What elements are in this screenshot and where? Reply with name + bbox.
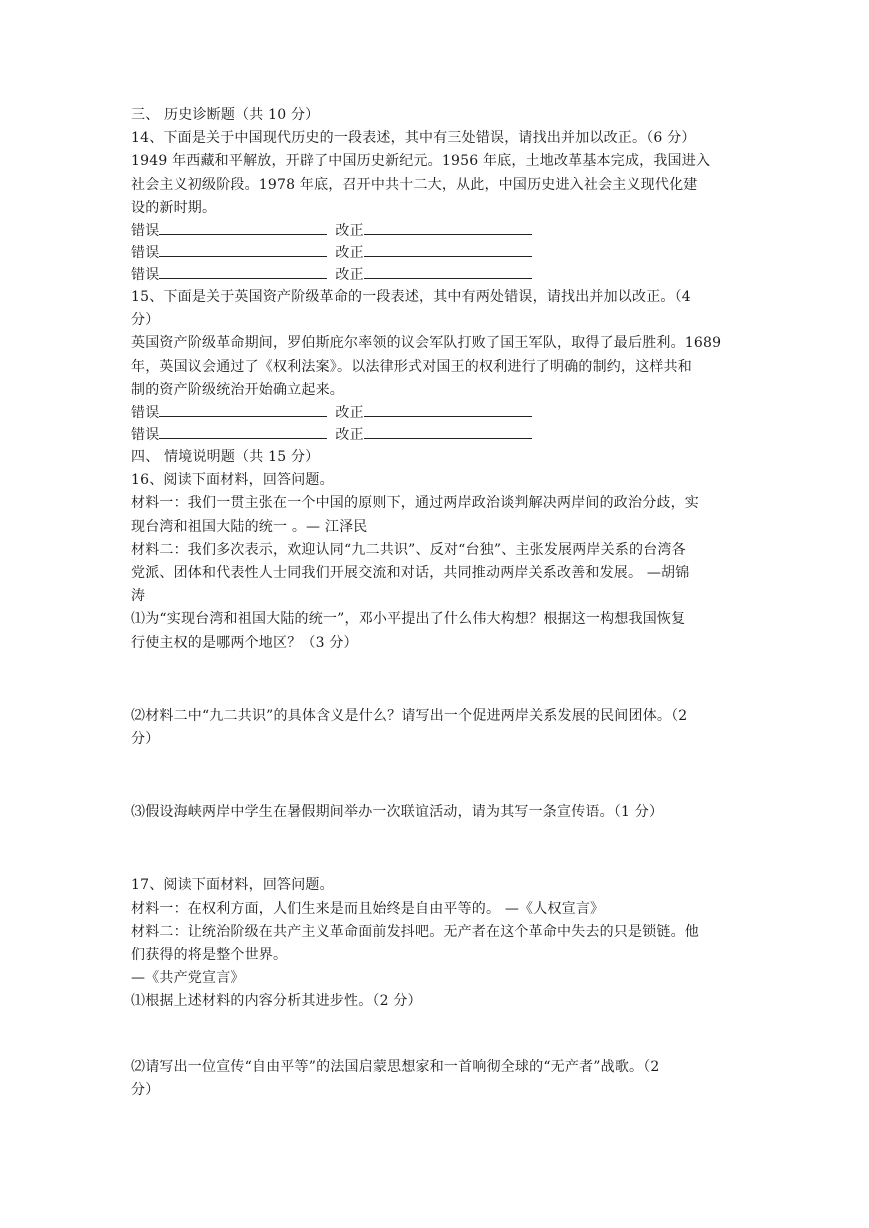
- fix-blank[interactable]: [364, 264, 532, 279]
- fix-label: 改正: [335, 245, 364, 262]
- q14-answer-row-3: [131, 264, 743, 286]
- q15-answer-row-1: [131, 402, 743, 424]
- error-label: 错误: [131, 245, 160, 262]
- section4-heading: 四、 情境说明题（共 15 分）: [131, 449, 320, 466]
- error-blank[interactable]: [159, 424, 327, 439]
- error-blank[interactable]: [159, 220, 327, 235]
- fix-label: 改正: [335, 427, 364, 444]
- q15-text-line: 年，英国议会通过了《权利法案》。以法律形式对国王的权利进行了明确的制约，这样共和: [131, 358, 692, 375]
- fix-label: 改正: [335, 267, 364, 284]
- section3-heading: 三、 历史诊断题（共 10 分）: [131, 107, 320, 123]
- q14-answer-row-1: [131, 220, 743, 242]
- q17-material1: 材料一：在权利方面，人们生来是而且始终是自由平等的。 —《人权宣言》: [131, 900, 605, 917]
- q15-text-line: 制的资产阶级统治开始确立起来。: [131, 381, 344, 398]
- fix-label: 改正: [335, 223, 364, 240]
- q16-material1: 材料一：我们一贯主张在一个中国的原则下，通过两岸政治谈判解决两岸间的政治分歧，实: [131, 495, 699, 512]
- q17-sub2: 分）: [131, 1081, 160, 1098]
- error-blank[interactable]: [159, 264, 327, 279]
- q17-sub1: ⑴根据上述材料的内容分析其进步性。（2 分）: [131, 993, 422, 1010]
- q16-sub1: ⑴为“实现台湾和祖国大陆的统一”，邓小平提出了什么伟大构想？根据这一构想我国恢复: [131, 611, 686, 628]
- q16-prompt: 16、阅读下面材料，回答问题。: [131, 472, 334, 489]
- q17-sub2: ⑵请写出一位宣传“自由平等”的法国启蒙思想家和一首响彻全球的“无产者”战歌。（2: [131, 1058, 660, 1075]
- q16-sub3: ⑶假设海峡两岸中学生在暑假期间举办一次联谊活动，请为其写一条宣传语。（1 分）: [131, 804, 664, 821]
- error-label: 错误: [131, 405, 160, 422]
- q15-prompt: 15、下面是关于英国资产阶级革命的一段表述，其中有两处错误，请找出并加以改正。（4: [131, 289, 691, 306]
- answer-space[interactable]: [131, 824, 743, 874]
- q14-prompt: 14、下面是关于中国现代历史的一段表述，其中有三处错误，请找出并加以改正。（6 分）: [131, 130, 696, 147]
- q16-material2: 党派、团体和代表性人士同我们开展交流和对话，共同推动两岸关系改善和发展。 —胡锦: [131, 565, 690, 582]
- q14-answer-row-2: [131, 242, 743, 264]
- error-label: 错误: [131, 223, 160, 240]
- q17-prompt: 17、阅读下面材料，回答问题。: [131, 877, 334, 894]
- error-label: 错误: [131, 267, 160, 284]
- q16-material2: 材料二：我们多次表示，欢迎认同“九二共识”、反对“台独”、主张发展两岸关系的台湾各: [131, 541, 686, 558]
- answer-space[interactable]: [131, 751, 743, 801]
- answer-space[interactable]: [131, 1014, 743, 1056]
- fix-blank[interactable]: [364, 402, 532, 417]
- fix-blank[interactable]: [364, 424, 532, 439]
- q15-text-line: 英国资产阶级革命期间，罗伯斯庇尔率领的议会军队打败了国王军队，取得了最后胜利。1689: [131, 335, 722, 352]
- error-blank[interactable]: [159, 242, 327, 257]
- q16-sub2: ⑵材料二中“九二共识”的具体含义是什么？请写出一个促进两岸关系发展的民间团体。（2: [131, 707, 688, 724]
- fix-label: 改正: [335, 405, 364, 422]
- error-label: 错误: [131, 427, 160, 444]
- q17-material2: 们获得的将是整个世界。: [131, 947, 288, 964]
- q15-prompt: 分）: [131, 312, 160, 329]
- q17-material2-source: —《共产党宣言》: [131, 970, 245, 987]
- answer-space[interactable]: [131, 655, 743, 705]
- fix-blank[interactable]: [364, 220, 532, 235]
- exam-page: [131, 104, 743, 1102]
- q17-material2: 材料二：让统治阶级在共产主义革命面前发抖吧。无产者在这个革命中失去的只是锁链。他: [131, 923, 699, 940]
- q14-text-line: 1949 年西藏和平解放，开辟了中国历史新纪元。1956 年底，土地改革基本完成，我国进入: [131, 153, 711, 170]
- q14-text-line: 设的新时期。: [131, 199, 217, 216]
- fix-blank[interactable]: [364, 242, 532, 257]
- q15-answer-row-2: [131, 424, 743, 446]
- error-blank[interactable]: [159, 402, 327, 417]
- q16-sub1: 行使主权的是哪两个地区？（3 分）: [131, 634, 358, 651]
- q14-text-line: 社会主义初级阶段。1978 年底，召开中共十二大，从此，中国历史进入社会主义现代化建: [131, 176, 698, 193]
- q16-sub2: 分）: [131, 731, 160, 748]
- q16-material1: 现台湾和祖国大陆的统一 。— 江泽民: [131, 518, 368, 535]
- q16-material2: 涛: [131, 588, 146, 605]
